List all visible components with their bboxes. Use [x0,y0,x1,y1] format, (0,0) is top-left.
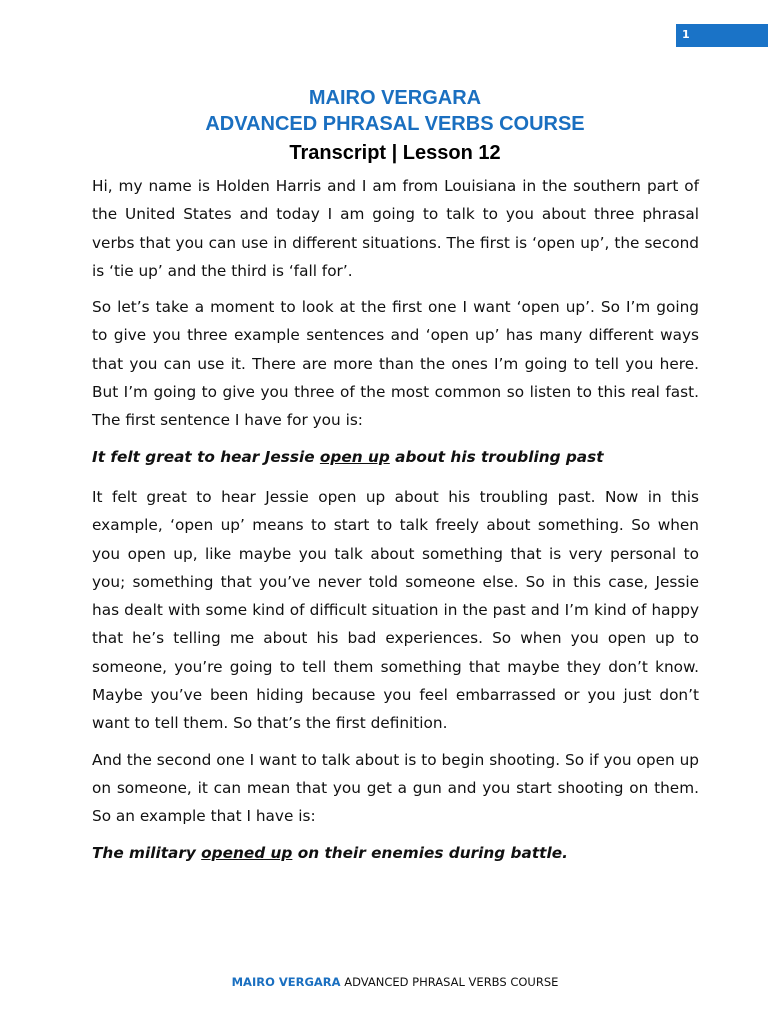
example-2-before: The military [92,843,202,862]
lesson-title: Transcript | Lesson 12 [289,142,501,164]
transcript-body [92,172,699,879]
example-1-phrase: open up [319,447,390,466]
paragraph-definition-1: It felt great to hear Jessie open up about his troubling past. Now in this example, ‘open up’ means to start to talk freely about something. So when you open up, like maybe you talk about something that is very personal to you; something that you’ve never told someone else. So in this case, Jessie has dealt with some kind of difficult situation in the past and I’m kind of happy that he’s telling me about his bad experiences. So when you open up to someone, you’re going to tell them something that maybe they don’t know. Maybe you’ve been hiding because you feel embarrassed or you just don’t want to tell them. So that’s the first definition. [92,487,699,733]
course-title: ADVANCED PHRASAL VERBS COURSE [205,113,585,135]
page-number: 1 [682,28,690,41]
footer-brand: MAIRO VERGARA [231,975,341,989]
example-1-after: about his troubling past [389,447,604,466]
author-title: MAIRO VERGARA [308,87,482,109]
example-2-phrase: opened up [201,843,293,862]
page-footer [0,975,768,989]
example-1-before: It felt great to hear Jessie [92,447,320,466]
page-number-badge [676,24,768,47]
example-sentence-1 [92,443,699,471]
paragraph-open-up-intro: So let’s take a moment to look at the first one I want ‘open up’. So I’m going to give you three example sentences and ‘open up’ has many different ways that you can use it. There are more than the ones I’m going to tell you here. But I’m going to give you three of the most common so listen to this real fast. The first sentence I have for you is: [92,298,699,430]
paragraph-definition-2: And the second one I want to talk about is to begin shooting. So if you open up on someone, it can mean that you get a gun and you start shooting on them. So an example that I have is: [92,750,699,826]
document-header [0,85,768,168]
example-sentence-2 [92,839,699,867]
footer-course: ADVANCED PHRASAL VERBS COURSE [340,975,559,989]
example-2-after: on their enemies during battle. [292,843,568,862]
paragraph-intro: Hi, my name is Holden Harris and I am from Louisiana in the southern part of the United States and today I am going to talk to you about three phrasal verbs that you can use in different situations. The first is ‘open up’, the second is ‘tie up’ and the third is ‘fall for’. [92,177,699,280]
